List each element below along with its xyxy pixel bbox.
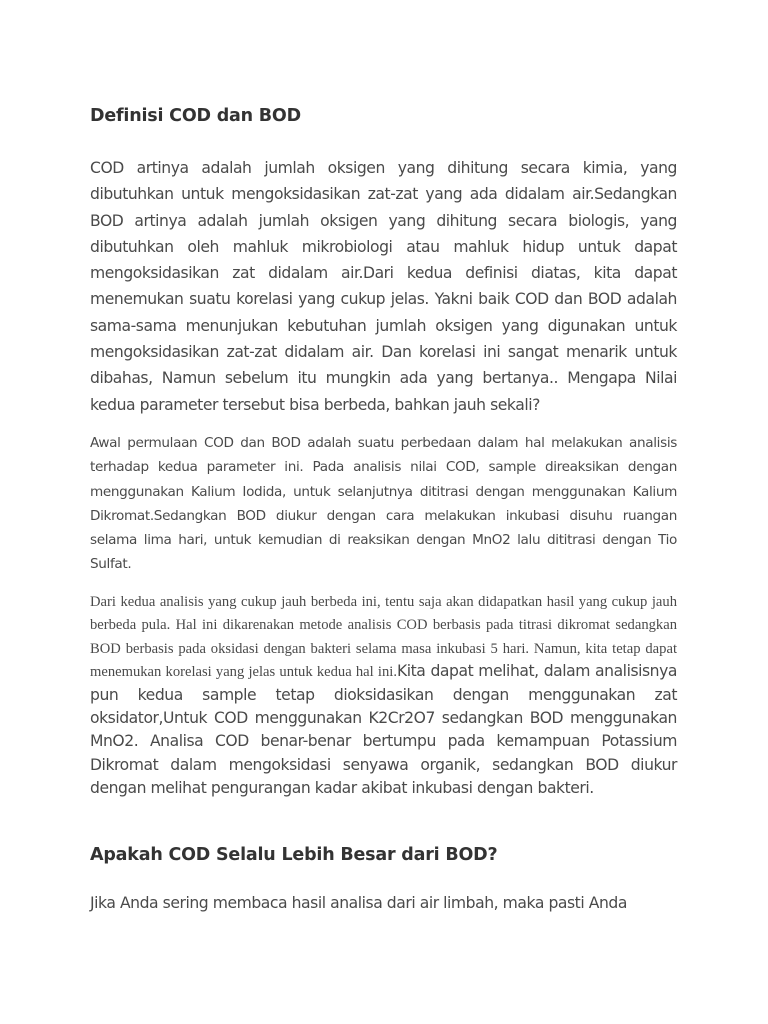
paragraph-analysis-method: Awal permulaan COD dan BOD adalah suatu perbedaan dalam hal melakukan analisis terhadap kedua parameter ini. Pada analisis nilai COD, sample direaksikan dengan menggunakan Kalium Iodida, untuk selanjutnya dititrasi dengan menggunakan Kalium Dikromat.Sedangkan BOD diukur dengan cara melakukan inkubasi disuhu ruangan selama lima hari, untuk kemudian di reaksikan dengan MnO2 lalu dititrasi dengan Tio Sulfat. <box>90 435 677 573</box>
paragraph-correlation-serif-text: Dari kedua analisis yang cukup jauh berbeda ini, tentu saja akan didapatkan hasil yang cukup jauh berbeda pula. Hal ini dikarenakan metode analisis COD berbasis pada titrasi dikromat sedangkan BOD berbasis pada oksidasi dengan bakteri selama masa inkubasi 5 hari. Namun, kita tetap dapat menemukan korelasi yang jelas untuk kedua hal ini. <box>90 594 677 681</box>
paragraph-limbah-intro: Jika Anda sering membaca hasil analisa dari air limbah, maka pasti Anda <box>90 894 627 912</box>
section-heading-cod-vs-bod: Apakah COD Selalu Lebih Besar dari BOD? <box>90 845 498 865</box>
section-heading-definisi: Definisi COD dan BOD <box>90 106 301 126</box>
paragraph-definition: COD artinya adalah jumlah oksigen yang dihitung secara kimia, yang dibutuhkan untuk mengoksidasikan zat-zat yang ada didalam air.Sedangkan BOD artinya adalah jumlah oksigen yang dihitung secara biologis, yang dibutuhkan oleh mahluk mikrobiologi atau mahluk hidup untuk dapat mengoksidasikan zat didalam air.Dari kedua definisi diatas, kita dapat menemukan suatu korelasi yang cukup jelas. Yakni baik COD dan BOD adalah sama-sama menunjukan kebutuhan jumlah oksigen yang digunakan untuk mengoksidasikan zat-zat didalam air. Dan korelasi ini sangat menarik untuk dibahas, Namun sebelum itu mungkin ada yang bertanya.. Mengapa Nilai kedua parameter tersebut bisa berbeda, bahkan jauh sekali? <box>90 159 677 414</box>
paragraph-correlation <box>90 590 677 801</box>
paragraph-correlation-sans-text: Kita dapat melihat, dalam analisisnya pun kedua sample tetap dioksidasikan dengan menggunakan zat oksidator,Untuk COD menggunakan K2Cr2O7 sedangkan BOD menggunakan MnO2. Analisa COD benar-benar bertumpu pada kemampuan Potassium Dikromat dalam mengoksidasi senyawa organik, sedangkan BOD diukur dengan melihat pengurangan kadar akibat inkubasi dengan bakteri. <box>90 662 677 798</box>
